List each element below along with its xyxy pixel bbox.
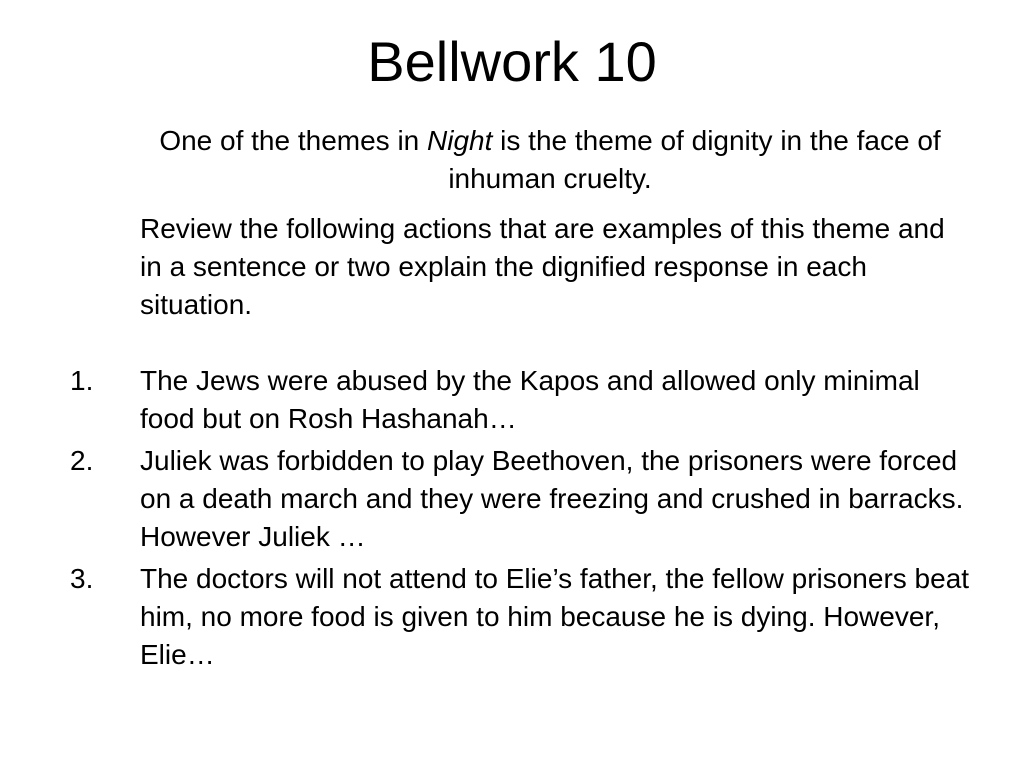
list-item xyxy=(70,362,980,438)
spacer xyxy=(0,324,1024,362)
list-item-text: The doctors will not attend to Elie’s father, the fellow prisoners beat him, no more food is given to him because he is dying. However, Elie… xyxy=(140,563,970,670)
theme-text-after: is the theme of dignity in the face of inhuman cruelty. xyxy=(448,125,941,194)
list-item-number: 3. xyxy=(70,563,94,594)
list-item-text: The Jews were abused by the Kapos and allowed only minimal food but on Rosh Hashanah… xyxy=(140,365,920,434)
slide-title: Bellwork 10 xyxy=(367,30,657,93)
list-item xyxy=(70,560,980,674)
list-item xyxy=(70,442,980,556)
book-title: Night xyxy=(427,125,493,156)
prompt-list xyxy=(0,362,1024,674)
theme-text-before: One of the themes in xyxy=(159,125,428,156)
list-item-number: 1. xyxy=(70,365,94,396)
list-item-number: 2. xyxy=(70,445,94,476)
list-item-text: Juliek was forbidden to play Beethoven, the prisoners were forced on a death march and they were freezing and crushed in barracks. However Juliek … xyxy=(140,445,964,552)
instructions: Review the following actions that are examples of this theme and in a sentence or two explain the dignified response in each situation. xyxy=(140,213,945,320)
slide-body xyxy=(0,122,1024,678)
theme-statement xyxy=(140,122,960,198)
